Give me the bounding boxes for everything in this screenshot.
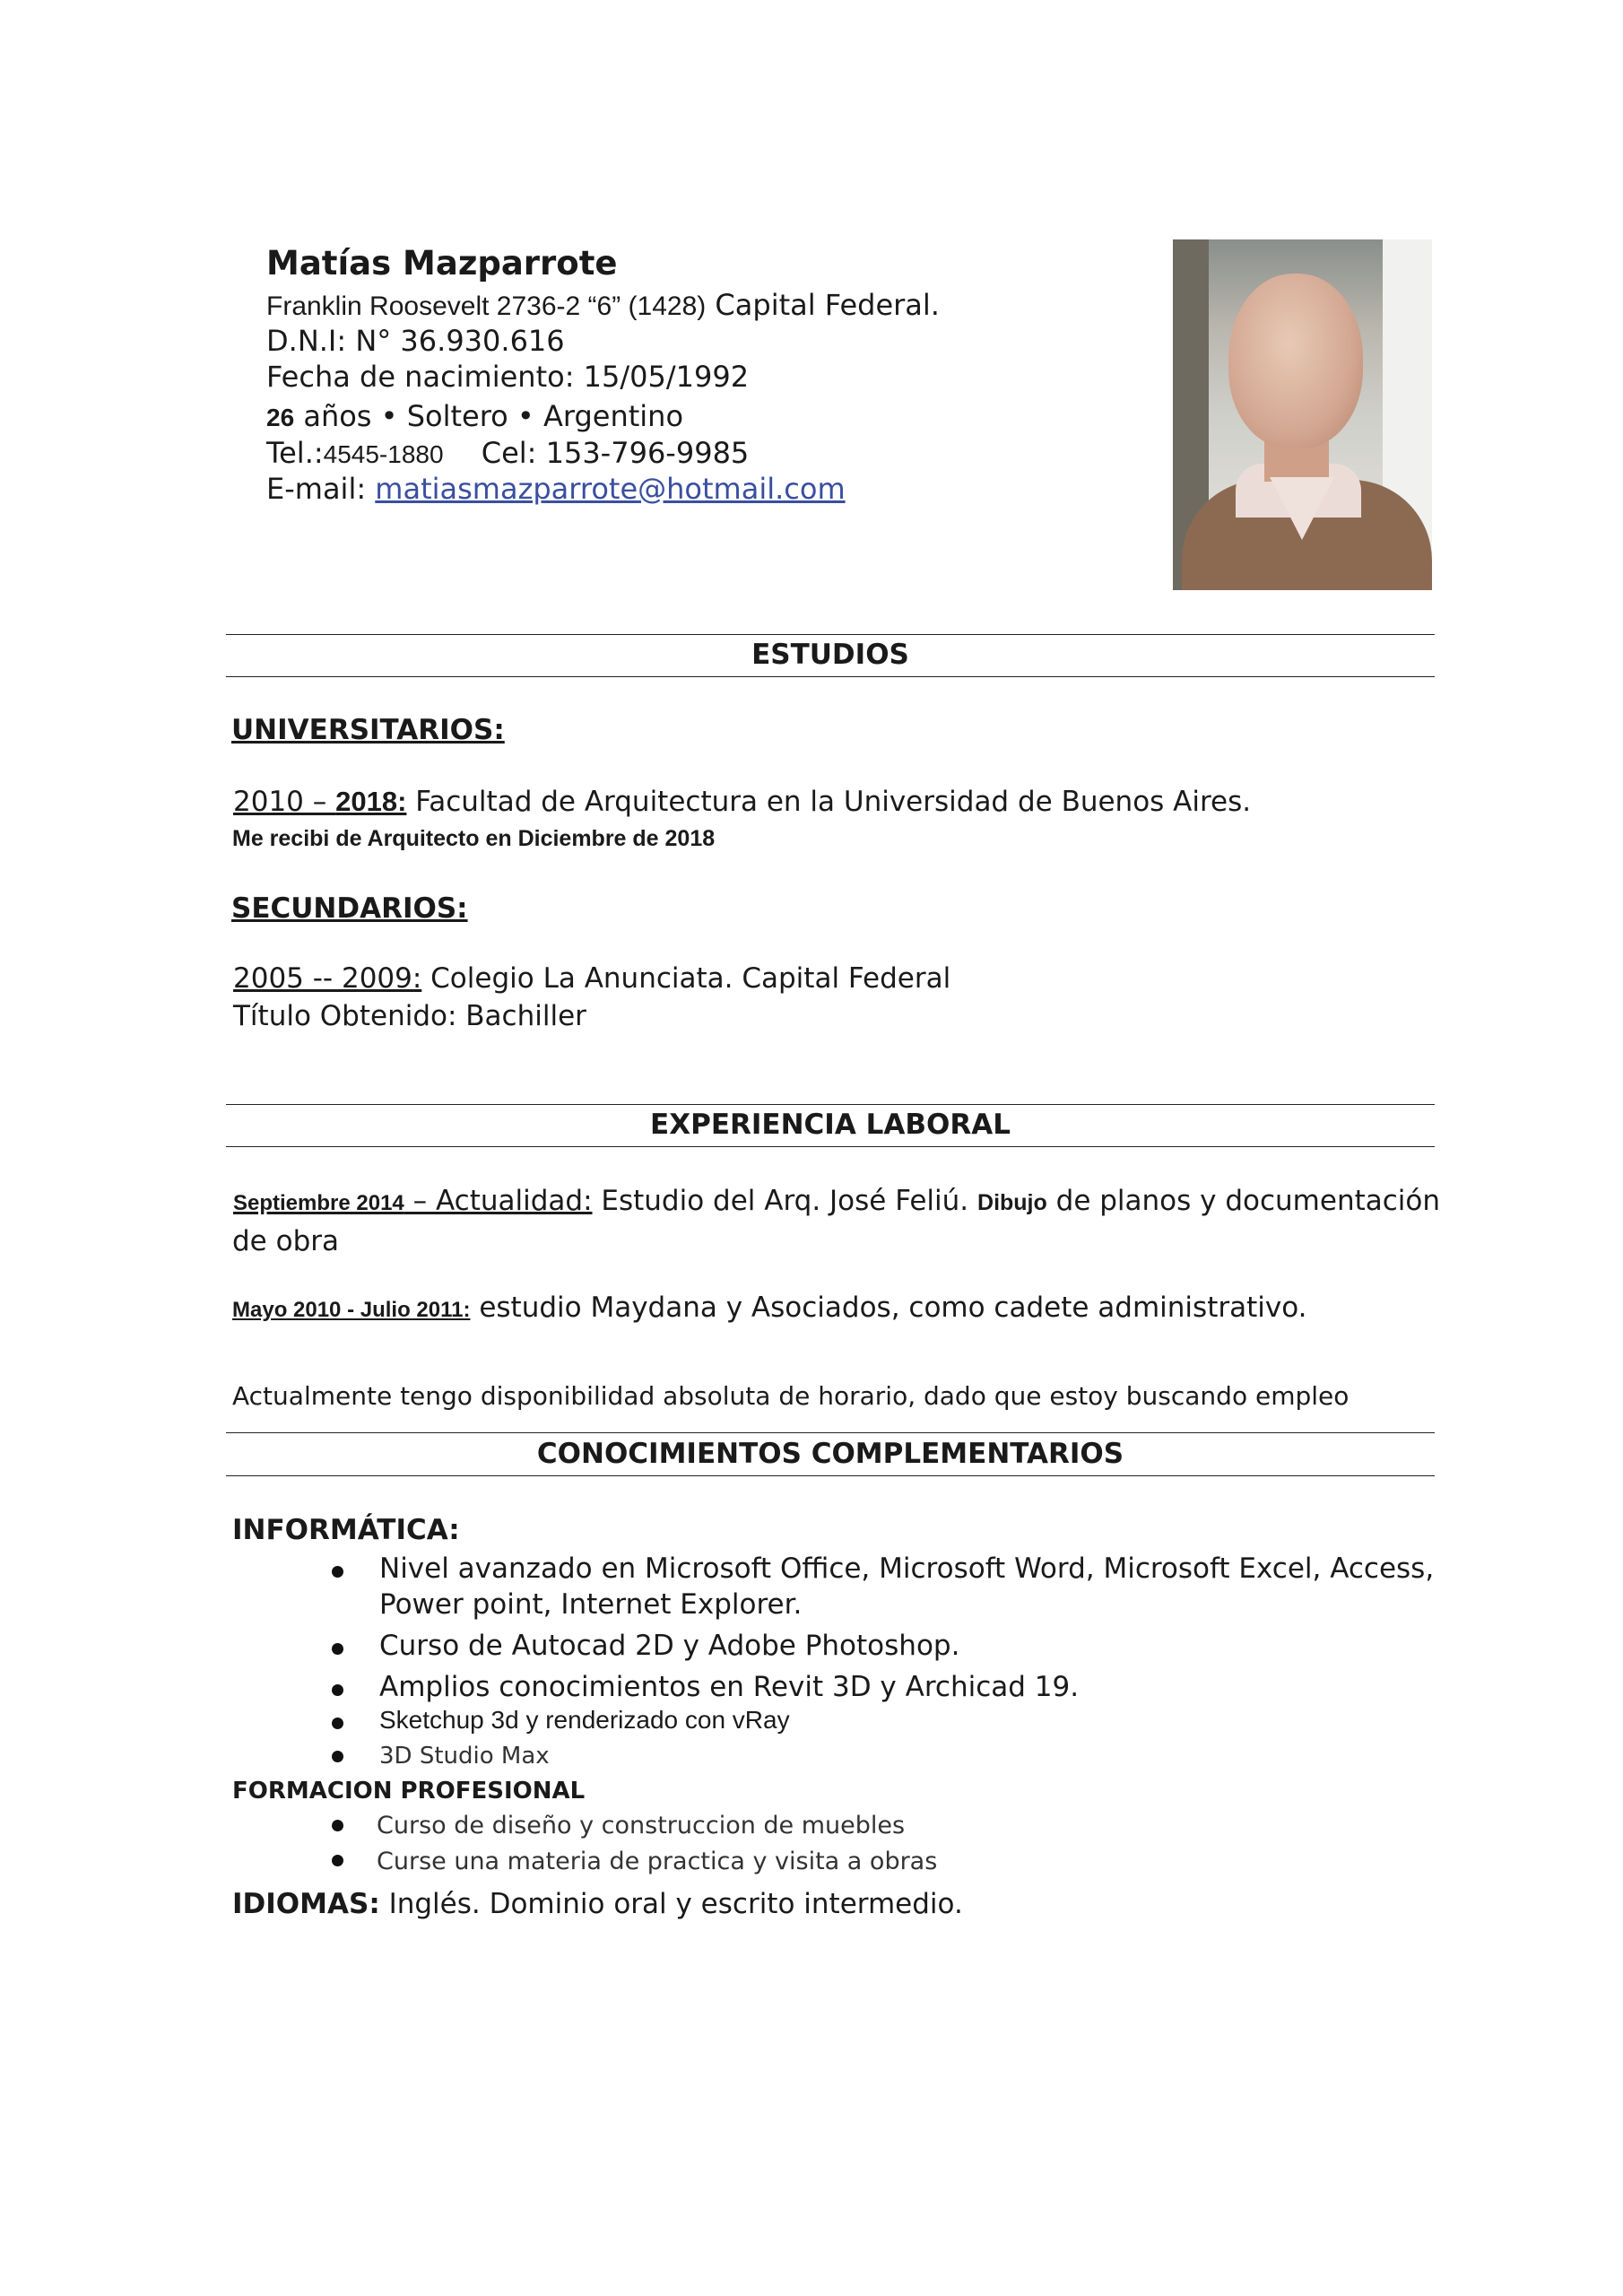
skill-item-cont: Power point, Internet Explorer. (379, 1588, 803, 1621)
section-rule-top (226, 634, 1435, 635)
sec-years: 2005 -- 2009: (233, 962, 422, 995)
section-title-conocimientos: CONOCIMIENTOS COMPLEMENTARIOS (536, 1438, 1124, 1470)
age-line (266, 398, 683, 436)
univ-year-start: 2010 – (233, 786, 336, 818)
profile-photo (1173, 239, 1432, 590)
section-rule-top (226, 1432, 1435, 1433)
skill-item: Sketchup 3d y renderizado con vRay (379, 1706, 790, 1734)
cel-value: Cel: 153-796-9985 (481, 436, 750, 470)
skill-item: Curso de Autocad 2D y Adobe Photoshop. (379, 1630, 960, 1662)
section-rule-bottom (226, 1146, 1435, 1147)
tel-label: Tel.: (266, 436, 324, 470)
idiomas-line (232, 1888, 963, 1920)
heading-secundarios: SECUNDARIOS: (231, 892, 468, 925)
phone-line (266, 435, 749, 473)
job1-text-c: de planos y documentación (1046, 1185, 1441, 1217)
address-city: Capital Federal. (715, 288, 940, 322)
skill-item: Nivel avanzado en Microsoft Office, Microsoft Word, Microsoft Excel, Access, (379, 1552, 1435, 1585)
univ-line (233, 786, 1251, 818)
bullet-icon (332, 1855, 343, 1866)
section-rule-bottom (226, 1475, 1435, 1476)
job1-line-2: de obra (232, 1225, 339, 1257)
availability-line: Actualmente tengo disponibilidad absoluta de horario, dado que estoy buscando empleo (232, 1381, 1350, 1411)
univ-years (233, 786, 406, 818)
bullet-icon (332, 1566, 343, 1578)
univ-note: Me recibi de Arquitecto en Diciembre de 2018 (232, 826, 716, 851)
idiomas-label: IDIOMAS: (232, 1888, 380, 1920)
tel-value: 4545-1880 (323, 440, 444, 468)
bullet-icon (332, 1718, 343, 1729)
section-title-estudios: ESTUDIOS (751, 639, 909, 671)
dni-line: D.N.I: N° 36.930.616 (266, 324, 565, 358)
formacion-item: Curse una materia de practica y visita a obras (377, 1848, 938, 1875)
bullet-icon (332, 1751, 343, 1762)
univ-year-end: 2018: (335, 786, 407, 817)
bullet-icon (332, 1684, 343, 1696)
sec-line (233, 962, 950, 995)
bullet-icon (332, 1643, 343, 1655)
job1-line (233, 1185, 1440, 1217)
idiomas-text: Inglés. Dominio oral y escrito intermedio. (379, 1888, 963, 1920)
age-number: 26 (266, 404, 295, 431)
formacion-item: Curso de diseño y construccion de muebles (377, 1812, 906, 1839)
job1-date-start: Septiembre 2014 (233, 1191, 404, 1215)
skill-item: Amplios conocimientos en Revit 3D y Archicad 19. (379, 1671, 1080, 1703)
email-link[interactable]: matiasmazparrote@hotmail.com (375, 472, 846, 506)
job1-date (233, 1185, 593, 1217)
cv-name: Matías Mazparrote (266, 244, 618, 283)
sec-title: Título Obtenido: Bachiller (233, 1000, 586, 1032)
job2-date: Mayo 2010 - Julio 2011: (232, 1298, 471, 1322)
birth-line: Fecha de nacimiento: 15/05/1992 (266, 360, 750, 394)
job1-text-a: Estudio del Arq. José Feliú. (592, 1185, 978, 1217)
job1-date-end: – Actualidad: (404, 1185, 593, 1217)
bullet-icon (332, 1820, 343, 1831)
address-line (266, 287, 940, 325)
heading-universitarios: UNIVERSITARIOS: (231, 714, 505, 746)
section-rule-bottom (226, 676, 1435, 677)
age-status: años • Soltero • Argentino (303, 399, 684, 433)
heading-formacion: FORMACION PROFESIONAL (232, 1778, 586, 1805)
job2-text: estudio Maydana y Asociados, como cadete administrativo. (470, 1292, 1307, 1324)
address-street: Franklin Roosevelt 2736-2 “6” (1428) (266, 291, 707, 321)
univ-text: Facultad de Arquitectura en la Universidad de Buenos Aires. (406, 786, 1252, 818)
job1-text-b: Dibujo (977, 1190, 1047, 1215)
section-rule-top (226, 1104, 1435, 1105)
heading-informatica: INFORMÁTICA: (232, 1514, 460, 1546)
skill-item: 3D Studio Max (379, 1743, 550, 1770)
section-title-experiencia: EXPERIENCIA LABORAL (650, 1109, 1011, 1141)
job2-line (232, 1292, 1306, 1324)
sec-text: Colegio La Anunciata. Capital Federal (421, 962, 951, 995)
email-line (266, 471, 846, 507)
email-label: E-mail: (266, 472, 367, 506)
